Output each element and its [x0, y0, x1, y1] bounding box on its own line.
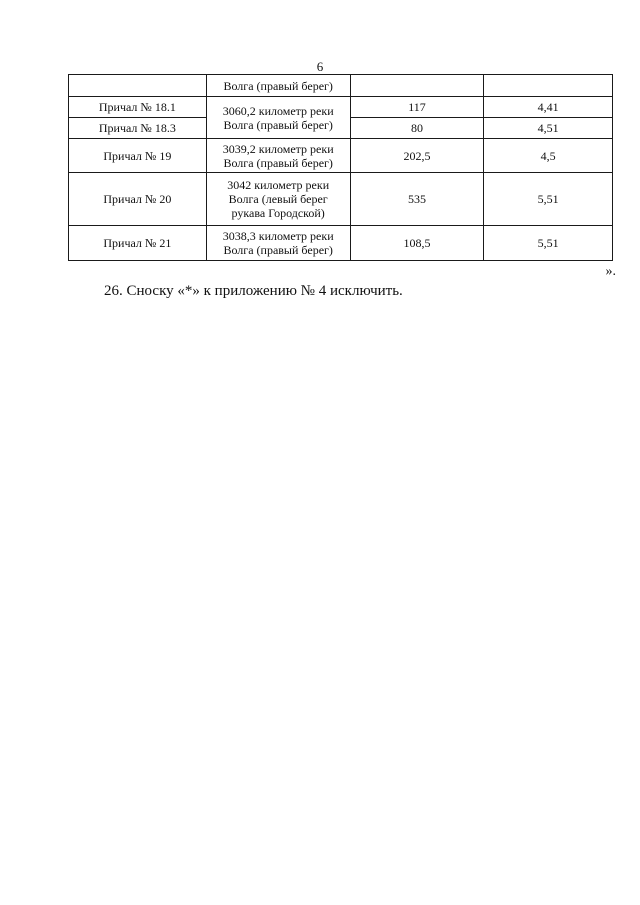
- berth-location-cell: [206, 173, 350, 226]
- location-line: Волга (правый берег): [223, 155, 333, 170]
- table-row: [69, 75, 613, 97]
- berth-length-cell: 202,5: [350, 139, 484, 173]
- location-line: 3060,2 километр реки: [222, 103, 334, 118]
- berth-depth-cell: [484, 75, 613, 97]
- berth-length-cell: [350, 75, 484, 97]
- table-row: [69, 97, 613, 118]
- berth-depth-cell: 4,5: [484, 139, 613, 173]
- location-line: 3042 километр реки: [227, 178, 330, 192]
- table-row: [69, 139, 613, 173]
- berth-depth-cell: 4,51: [484, 118, 613, 139]
- location-line: Волга (правый берег): [223, 78, 333, 93]
- location-line: рукава Городской): [231, 206, 325, 220]
- berth-length-cell: 80: [350, 118, 484, 139]
- location-line: Волга (правый берег): [223, 243, 333, 257]
- berth-location-cell: [206, 226, 350, 261]
- table-row: [69, 173, 613, 226]
- berth-length-cell: 535: [350, 173, 484, 226]
- berth-name-cell: Причал № 20: [69, 173, 207, 226]
- berth-location-cell: [206, 139, 350, 173]
- berth-depth-cell: 5,51: [484, 226, 613, 261]
- closing-quote: ».: [605, 264, 616, 279]
- berth-name-cell: [69, 75, 207, 97]
- location-line: 3039,2 километр реки: [222, 141, 334, 156]
- berth-depth-cell: 5,51: [484, 173, 613, 226]
- page-number: 6: [316, 59, 324, 74]
- berth-name-cell: Причал № 18.3: [69, 118, 207, 139]
- location-line: Волга (левый берег: [228, 192, 328, 206]
- berth-length-cell: 108,5: [350, 226, 484, 261]
- amendment-paragraph: 26. Сноску «*» к приложению № 4 исключить.: [104, 283, 403, 299]
- berth-location-cell: [206, 97, 350, 139]
- location-line: Волга (правый берег): [223, 117, 333, 132]
- location-line: 3038,3 километр реки: [222, 229, 334, 243]
- berth-name-cell: Причал № 18.1: [69, 97, 207, 118]
- berths-table: [68, 74, 613, 261]
- berth-name-cell: Причал № 21: [69, 226, 207, 261]
- berth-location-cell: [206, 75, 350, 97]
- berth-depth-cell: 4,41: [484, 97, 613, 118]
- berth-name-cell: Причал № 19: [69, 139, 207, 173]
- table-row: [69, 226, 613, 261]
- berth-length-cell: 117: [350, 97, 484, 118]
